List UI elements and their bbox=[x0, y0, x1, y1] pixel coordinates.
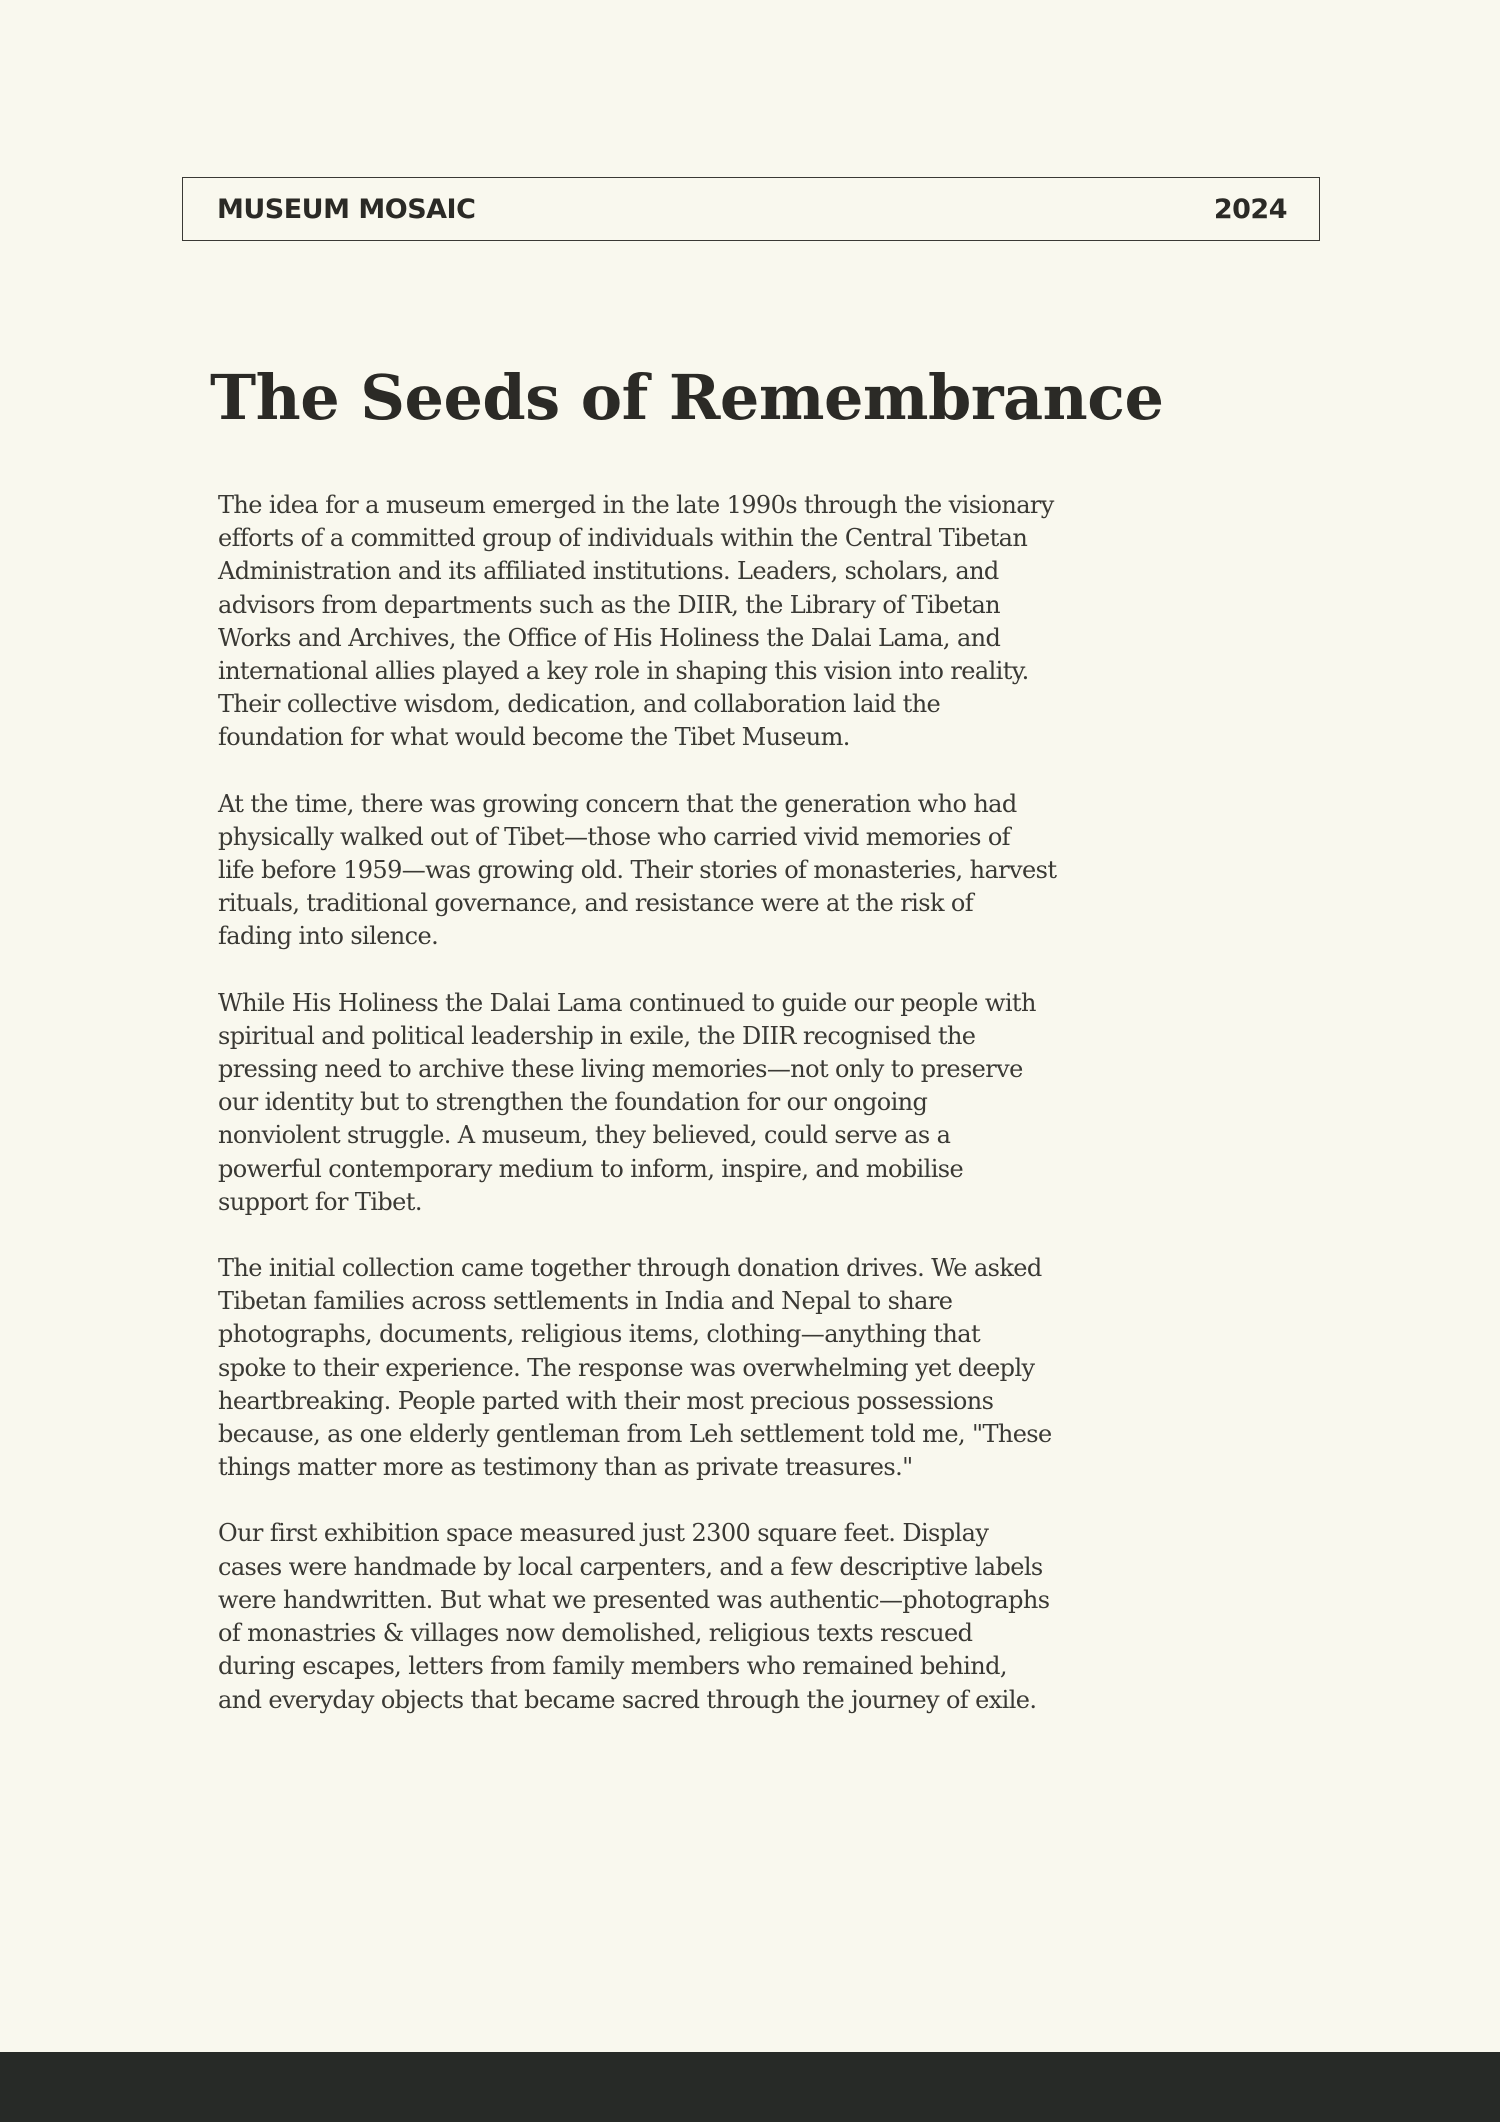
paragraph: The idea for a museum emerged in the late 1990s through the visionary efforts of a committed group of individuals within the Central Tibetan Administration and its affiliated institutions. Leaders, scholars, and advisors from departments such as the DIIR, the Library of Tibetan Works and Archives, the Office of His Holiness the Dalai Lama, and international allies played a key role in shaping this vision into reality. Their collective wisdom, dedication, and collaboration laid the foundation for what would become the Tibet Museum. bbox=[218, 491, 1054, 752]
article-body bbox=[218, 489, 1158, 1750]
paragraph: Our first exhibition space measured just 2300 square feet. Display cases were handmade by local carpenters, and a few descriptive labels were handwritten. But what we presented was authentic—photographs of monastries & villages now demolished, religious texts rescued during escapes, letters from family members who remained behind, and everyday objects that became sacred through the journey of exile. bbox=[218, 1519, 1050, 1714]
paragraph: At the time, there was growing concern that the generation who had physically walked out of Tibet—those who carried vivid memories of life before 1959—was growing old. Their stories of monasteries, harvest rituals, traditional governance, and resistance were at the risk of fading into silence. bbox=[218, 789, 1057, 951]
publication-year: 2024 bbox=[1213, 193, 1287, 225]
publication-name: MUSEUM MOSAIC bbox=[217, 193, 476, 225]
footer-bar bbox=[0, 2052, 1500, 2122]
paragraph: While His Holiness the Dalai Lama continued to guide our people with spiritual and political leadership in exile, the DIIR recognised the pressing need to archive these living memories—not only to preserve our identity but to strengthen the foundation for our ongoing nonviolent struggle. A museum, they believed, could serve as a powerful contemporary medium to inform, inspire, and mobilise support for Tibet. bbox=[218, 988, 1036, 1216]
paragraph: The initial collection came together through donation drives. We asked Tibetan families across settlements in India and Nepal to share photographs, documents, religious items, clothing—anything that spoke to their experience. The response was overwhelming yet deeply heartbreaking. People parted with their most precious possessions because, as one elderly gentleman from Leh settlement told me, "These things matter more as testimony than as private treasures." bbox=[218, 1254, 1052, 1482]
article-title: The Seeds of Remembrance bbox=[210, 361, 1164, 434]
masthead bbox=[182, 177, 1320, 241]
